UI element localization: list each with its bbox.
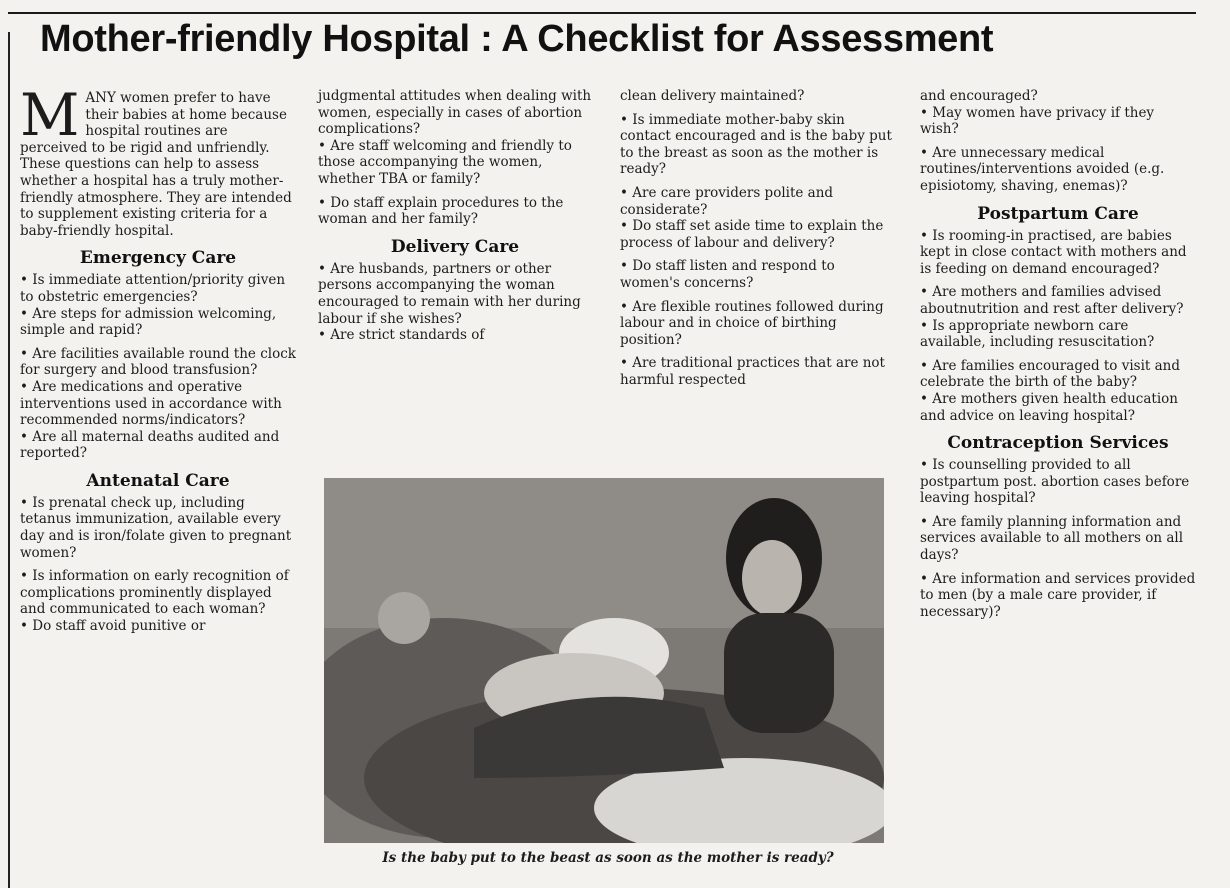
checklist-item: • Do staff explain procedures to the woman and her family? [318,194,564,228]
checklist-item: • Are husbands, partners or other persons accompanying the woman encouraged to remain with her during labour if she wishes? [318,260,581,327]
checklist-item: • Is counselling provided to all postpartum post. abortion cases before leaving hospital? [920,457,1190,507]
delivery-care-heading: Delivery Care [390,236,520,257]
checklist-item: • Are unnecessary medical routines/interventions avoided (e.g. episiotomy, shaving, enemas)? [920,144,1165,194]
antenatal-care-heading: Antenatal Care [86,470,230,491]
photo-caption: Is the baby put to the beast as soon as the mother is ready? [382,850,834,866]
checklist-item: • Are information and services provided to men (by a male care provider, if necessary)? [920,570,1196,620]
checklist-item: • Are mothers and families advised aboutnutrition and rest after delivery? [920,284,1184,317]
checklist-item: • Are families encouraged to visit and celebrate the birth of the baby? [920,357,1181,391]
checklist-item: clean delivery maintained? [620,88,805,104]
emergency-care-heading: Emergency Care [79,248,237,269]
previous-page-strip [8,0,1196,10]
column-1 [20,81,296,635]
article-title: Mother-friendly Hospital : A Checklist for Assessment [40,18,994,60]
column-2 [318,88,592,344]
intro-text: ANY women prefer to have their babies at home because hospital routines are perceived to be rigid and unfriendly. These questions can help to assess whether a hospital has a truly mother-friendly atmosphere. They are intended to supplement existing criteria for a baby-friendly hospital. [20,90,292,239]
drop-cap: M [20,81,80,149]
checklist-item: • Are family planning information and services available to all mothers on all days? [920,513,1184,564]
checklist-item: • Are care providers polite and considerate? [620,184,834,218]
checklist-item: • Do staff avoid punitive or [20,618,206,635]
contraception-services-heading: Contraception Services [947,433,1169,454]
checklist-item: • May women have privacy if they wish? [920,104,1155,138]
top-rule [8,12,1196,14]
checklist-item: • Are steps for admission welcoming, simple and rapid? [20,305,277,339]
postpartum-care-heading: Postpartum Care [977,203,1139,224]
checklist-item: • Is information on early recognition of complications prominently displayed and communicated to each woman? [20,568,289,618]
checklist-item: and encouraged? [920,88,1038,104]
checklist-item: • Is immediate attention/priority given to obstetric emergencies? [20,272,286,305]
column-4 [920,88,1196,620]
checklist-item: • Are all maternal deaths audited and reported? [20,428,280,462]
checklist-item: • Is appropriate newborn care available, including resuscitation? [920,317,1155,351]
checklist-item: judgmental attitudes when dealing with women, especially in cases of abortion complications? [318,88,592,138]
photo-illustration [324,478,884,843]
checklist-item: • Is immediate mother-baby skin contact encouraged and is the baby put to the breast as soon as the mother is ready? [620,111,892,178]
checklist-item: • Are traditional practices that are not harmful respected [620,355,885,388]
checklist-item: • Do staff listen and respond to women's concerns? [620,258,835,291]
checklist-item: • Is rooming-in practised, are babies kept in close contact with mothers and is feeding on demand encouraged? [920,227,1187,277]
checklist-item: • Are flexible routines followed during labour and in choice of birthing position? [620,298,884,348]
checklist-item: • Are strict standards of [318,327,485,344]
checklist-item: • Are mothers given health education and advice on leaving hospital? [920,390,1178,424]
left-rule [8,32,10,888]
intro-paragraph [20,81,296,239]
checklist-item: • Are facilities available round the clock for surgery and blood transfusion? [20,345,296,379]
checklist-item: • Do staff set aside time to explain the process of labour and delivery? [620,218,884,251]
checklist-item: • Is prenatal check up, including tetanus immunization, available every day and is iron/folate given to pregnant women? [20,494,292,561]
mother-and-baby-photo [324,478,884,843]
checklist-item: • Are medications and operative interventions used in accordance with recommended norms/indicators? [20,378,282,429]
checklist-item: • Are staff welcoming and friendly to those accompanying the women, whether TBA or family? [318,137,572,187]
column-3 [620,88,892,389]
